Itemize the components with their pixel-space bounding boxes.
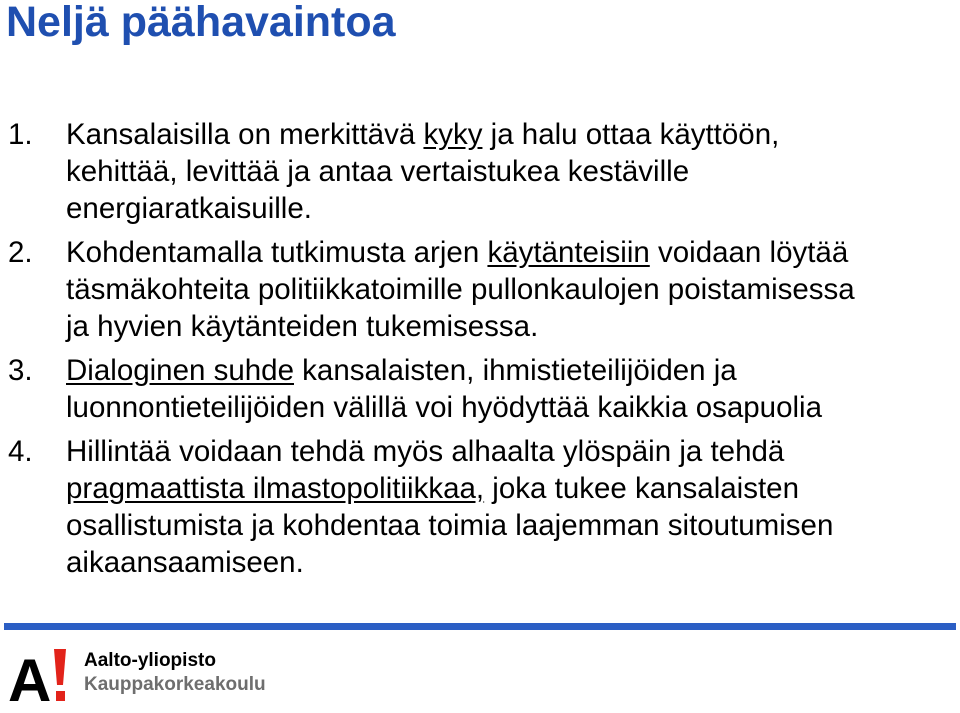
text-span: osallistumista ja kohdentaa toimia laajemman sitoutumisen xyxy=(66,509,834,542)
finding-text-line xyxy=(66,507,958,544)
finding-text-line xyxy=(66,271,958,308)
logo-wordmark xyxy=(84,649,266,697)
logo-school-name: Kauppakorkeakoulu xyxy=(84,674,266,695)
finding-text-line xyxy=(66,544,958,581)
finding-text-line xyxy=(66,433,958,470)
text-span: energiaratkaisuille. xyxy=(66,192,312,225)
text-span: kansalaisten, ihmistieteilijöiden ja xyxy=(293,354,737,387)
underlined-term: pragmaattista ilmastopolitiikkaa, xyxy=(66,472,485,505)
text-span: Kohdentamalla tutkimusta arjen xyxy=(66,236,488,269)
underlined-term: Dialoginen suhde xyxy=(66,354,294,387)
aalto-logo xyxy=(8,645,266,709)
finding-text-line xyxy=(66,234,958,271)
footer-divider xyxy=(4,623,956,630)
slide-title: Neljä päähavaintoa xyxy=(6,0,396,46)
finding-number: 4. xyxy=(8,435,33,468)
text-span: ja hyvien käytänteiden tukemisessa. xyxy=(66,310,539,343)
finding-text-line xyxy=(66,308,958,345)
underlined-term: käytänteisiin xyxy=(487,236,650,269)
key-findings-list xyxy=(8,116,958,588)
finding-text-line xyxy=(66,116,958,153)
finding-item-4 xyxy=(8,433,958,581)
text-span: luonnontieteilijöiden välillä voi hyödyttää kaikkia osapuolia xyxy=(66,391,823,424)
finding-item-1 xyxy=(8,116,958,227)
logo-university-name: Aalto-yliopisto xyxy=(84,650,216,671)
finding-text-line xyxy=(66,153,958,190)
text-span: Hillintää voidaan tehdä myös alhaalta ylöspäin ja tehdä xyxy=(66,435,785,468)
underlined-term: kyky xyxy=(423,118,483,151)
svg-text:A: A xyxy=(8,647,52,707)
finding-number: 2. xyxy=(8,236,33,269)
aalto-a-exclamation-logo-icon xyxy=(8,645,72,707)
finding-text-line xyxy=(66,470,958,507)
finding-text-line xyxy=(66,190,958,227)
text-span: Kansalaisilla on merkittävä xyxy=(66,118,424,151)
finding-number: 3. xyxy=(8,354,33,387)
text-span: voidaan löytää xyxy=(649,236,849,269)
finding-item-2 xyxy=(8,234,958,345)
text-span: joka tukee kansalaisten xyxy=(484,472,799,505)
finding-text-line xyxy=(66,389,958,426)
finding-text-line xyxy=(66,352,958,389)
finding-number: 1. xyxy=(8,118,33,151)
text-span: kehittää, levittää ja antaa vertaistukea kestäville xyxy=(66,155,690,188)
text-span: täsmäkohteita politiikkatoimille pullonkaulojen poistamisessa xyxy=(66,273,855,306)
text-span: aikaansaamiseen. xyxy=(66,546,304,579)
text-span: ja halu ottaa käyttöön, xyxy=(482,118,780,151)
finding-item-3 xyxy=(8,352,958,426)
